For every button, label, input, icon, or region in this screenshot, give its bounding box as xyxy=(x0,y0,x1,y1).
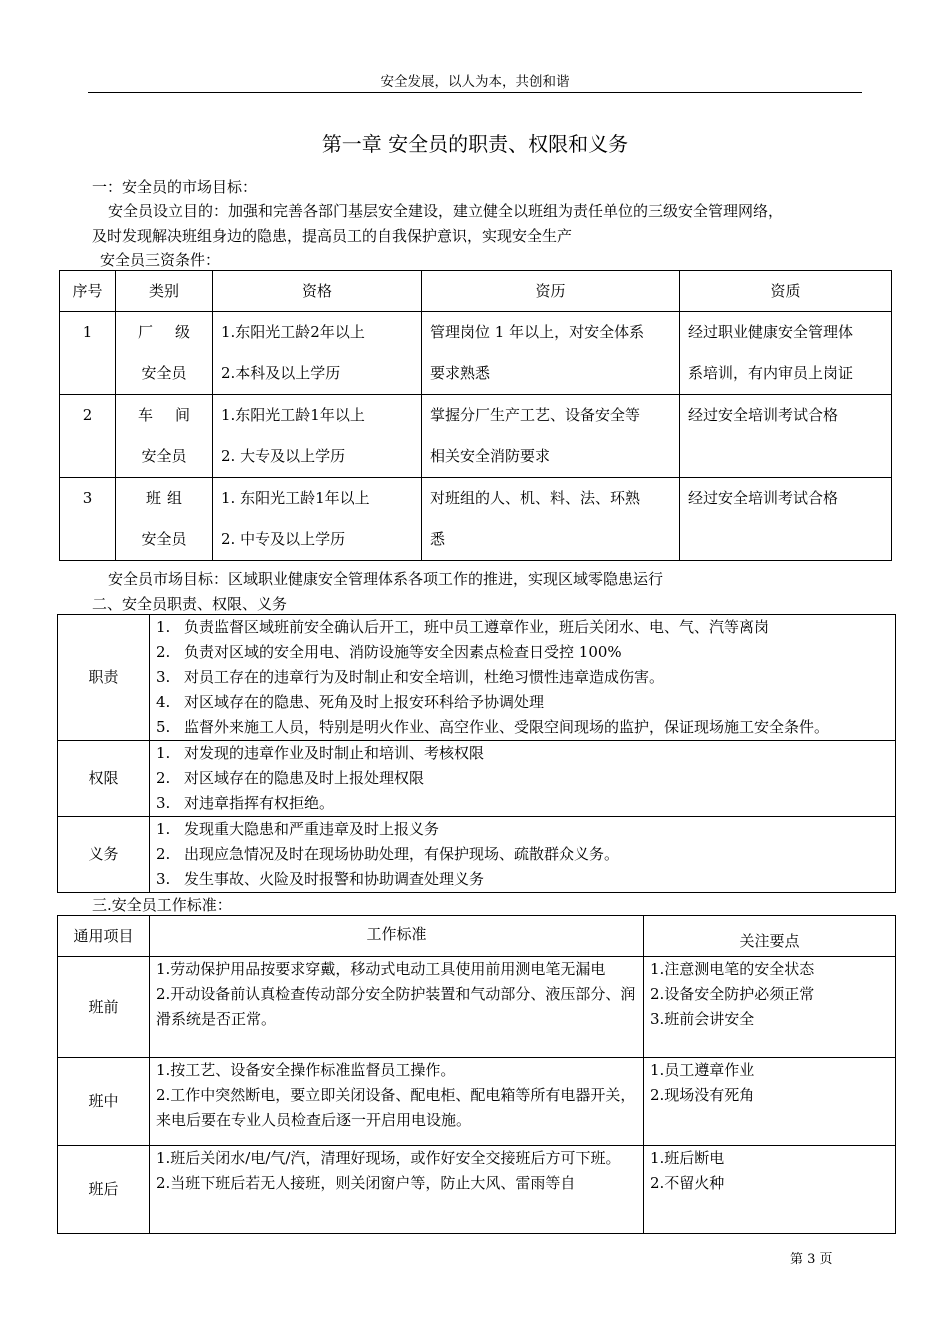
col-header-experience: 资历 xyxy=(422,271,680,312)
row-no: 1 xyxy=(60,312,116,395)
row-certification: 经过职业健康安全管理体 系培训，有内审员上岗证 xyxy=(680,312,892,395)
col-header-focus: 关注要点 xyxy=(644,916,896,957)
row-standard: 1.按工艺、设备安全操作标准监督员工操作。 2.工作中突然断电，要立即关闭设备、配电柜、配电箱等所有电器开关，来电后要在专业人员检查后逐一开启用电设施。 xyxy=(150,1058,644,1146)
row-item: 班后 xyxy=(58,1146,150,1234)
row-focus: 1.班后断电 2.不留火种 xyxy=(644,1146,896,1234)
work-standard-table xyxy=(57,915,896,1234)
row-qualification: 1. 东阳光工龄1年以上 2. 中专及以上学历 xyxy=(213,478,422,561)
list-item: 3. 对员工存在的违章行为及时制止和安全培训，杜绝习惯性违章造成伤害。 xyxy=(156,668,665,686)
table-row xyxy=(58,817,896,893)
col-header-standard: 工作标准 xyxy=(150,916,644,957)
row-certification: 经过安全培训考试合格 xyxy=(680,395,892,478)
row-qualification: 1.东阳光工龄1年以上 2. 大专及以上学历 xyxy=(213,395,422,478)
qualification-subheading: 安全员三资条件： xyxy=(100,251,221,269)
authority-list xyxy=(150,741,896,817)
qualification-table-header xyxy=(60,271,892,312)
table-row xyxy=(60,395,892,478)
purpose-line-1: 安全员设立目的：加强和完善各部门基层安全建设，建立健全以班组为责任单位的三级安全管理网络， xyxy=(108,202,784,220)
section-1-heading: 一：安全员的市场目标： xyxy=(92,178,258,196)
page-header: 安全发展，以人为本，共创和谐 xyxy=(88,70,862,93)
list-item: 3. 发生事故、火险及时报警和协助调查处理义务 xyxy=(156,870,485,888)
col-header-qualification: 资格 xyxy=(213,271,422,312)
table-row xyxy=(58,741,896,817)
col-header-certification: 资质 xyxy=(680,271,892,312)
duties-label: 职责 xyxy=(58,615,150,741)
row-standard: 1.劳动保护用品按要求穿戴，移动式电动工具使用前用测电笔无漏电 2.开动设备前认真检查传动部分安全防护装置和气动部分、液压部分、润滑系统是否正常。 xyxy=(150,957,644,1058)
col-header-category: 类别 xyxy=(116,271,213,312)
row-certification: 经过安全培训考试合格 xyxy=(680,478,892,561)
chapter-title: 第一章 安全员的职责、权限和义务 xyxy=(321,132,629,156)
purpose-line-2: 及时发现解决班组身边的隐患，提高员工的自我保护意识，实现安全生产 xyxy=(92,227,573,245)
table-row xyxy=(58,1058,896,1146)
list-item: 3. 对违章指挥有权拒绝。 xyxy=(156,794,335,812)
duties-table xyxy=(57,614,896,893)
list-item: 2. 出现应急情况及时在现场协助处理，有保护现场、疏散群众义务。 xyxy=(156,845,620,863)
row-focus: 1.注意测电笔的安全状态 2.设备安全防护必须正常 3.班前会讲安全 xyxy=(644,957,896,1058)
row-no: 2 xyxy=(60,395,116,478)
row-standard: 1.班后关闭水/电/气/汽，清理好现场，或作好安全交接班后方可下班。 2.当班下班后若无人接班，则关闭窗户等，防止大风、雷雨等自 xyxy=(150,1146,644,1234)
section-2-heading: 二、安全员职责、权限、义务 xyxy=(92,595,288,613)
row-focus: 1.员工遵章作业 2.现场没有死角 xyxy=(644,1058,896,1146)
row-item: 班前 xyxy=(58,957,150,1058)
row-qualification: 1.东阳光工龄2年以上 2.本科及以上学历 xyxy=(213,312,422,395)
col-header-item: 通用项目 xyxy=(58,916,150,957)
table-row xyxy=(60,478,892,561)
list-item: 2. 对区域存在的隐患及时上报处理权限 xyxy=(156,769,425,787)
list-item: 1. 对发现的违章作业及时制止和培训、考核权限 xyxy=(156,744,485,762)
list-item: 1. 负责监督区域班前安全确认后开工，班中员工遵章作业，班后关闭水、电、气、汽等离岗 xyxy=(156,618,770,636)
duties-list xyxy=(150,615,896,741)
table-row xyxy=(60,312,892,395)
section-3-heading: 三.安全员工作标准： xyxy=(92,896,232,914)
row-item: 班中 xyxy=(58,1058,150,1146)
col-header-no: 序号 xyxy=(60,271,116,312)
table-row xyxy=(58,615,896,741)
row-category: 厂级 安全员 xyxy=(116,312,213,395)
obligation-label: 义务 xyxy=(58,817,150,893)
page-number: 第 3 页 xyxy=(790,1252,833,1267)
list-item: 1. 发现重大隐患和严重违章及时上报义务 xyxy=(156,820,440,838)
row-experience: 掌握分厂生产工艺、设备安全等 相关安全消防要求 xyxy=(422,395,680,478)
list-item: 4. 对区域存在的隐患、死角及时上报安环科给予协调处理 xyxy=(156,693,545,711)
row-experience: 管理岗位 1 年以上，对安全体系 要求熟悉 xyxy=(422,312,680,395)
obligation-list xyxy=(150,817,896,893)
work-standard-header xyxy=(58,916,896,957)
list-item: 5. 监督外来施工人员，特别是明火作业、高空作业、受限空间现场的监护，保证现场施工安全条件。 xyxy=(156,718,830,736)
row-experience: 对班组的人、机、料、法、环熟 悉 xyxy=(422,478,680,561)
table-row xyxy=(58,1146,896,1234)
qualification-table xyxy=(59,270,892,561)
row-no: 3 xyxy=(60,478,116,561)
row-category: 车间 安全员 xyxy=(116,395,213,478)
authority-label: 权限 xyxy=(58,741,150,817)
row-category: 班组 安全员 xyxy=(116,478,213,561)
list-item: 2. 负责对区域的安全用电、消防设施等安全因素点检查日受控 100% xyxy=(156,643,622,661)
table-row xyxy=(58,957,896,1058)
market-goal: 安全员市场目标：区域职业健康安全管理体系各项工作的推进，实现区域零隐患运行 xyxy=(108,570,664,588)
